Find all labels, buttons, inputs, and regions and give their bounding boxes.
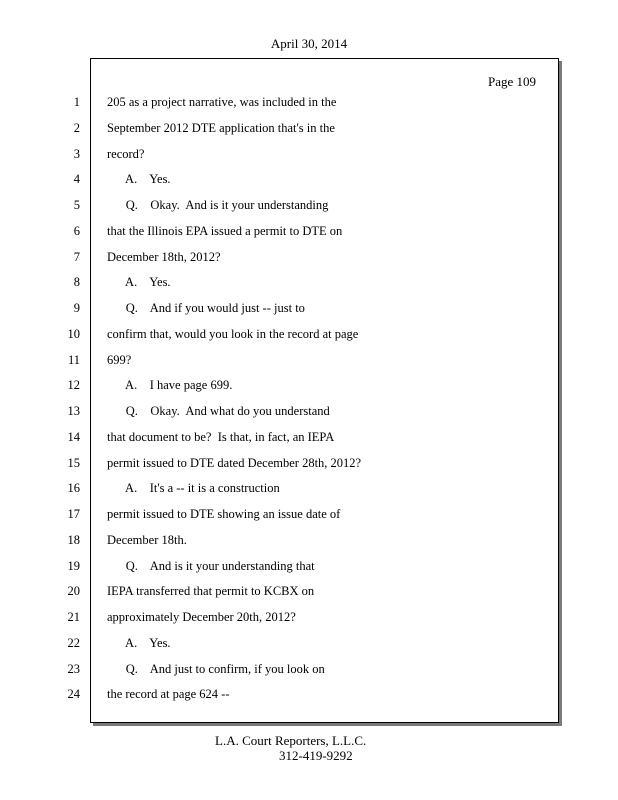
line-number: 24: [67, 687, 80, 701]
line-number: 23: [67, 662, 80, 676]
transcript-line: permit issued to DTE dated December 28th, 2012?: [107, 456, 362, 470]
transcript-line: approximately December 20th, 2012?: [107, 610, 296, 624]
line-number: 12: [67, 378, 80, 392]
line-number: 15: [67, 456, 80, 470]
line-number: 1: [73, 95, 80, 109]
line-number: 11: [67, 353, 80, 367]
line-number: 20: [67, 584, 80, 598]
transcript-line: that document to be? Is that, in fact, an IEPA: [107, 430, 335, 444]
footer-phone: 312-419-9292: [279, 748, 353, 763]
line-number: 13: [67, 404, 80, 418]
transcript-line: permit issued to DTE showing an issue date of: [107, 507, 341, 521]
line-number: 17: [67, 507, 80, 521]
line-number: 10: [67, 327, 80, 341]
page-number: Page 109: [487, 74, 536, 89]
transcript-line: A. Yes.: [107, 275, 171, 289]
line-number: 4: [73, 172, 80, 186]
transcript-date: April 30, 2014: [270, 36, 348, 51]
transcript-line: IEPA transferred that permit to KCBX on: [107, 584, 315, 598]
line-number: 21: [67, 610, 80, 624]
transcript-line: Q. And just to confirm, if you look on: [107, 662, 325, 676]
line-number: 5: [73, 198, 80, 212]
line-number: 19: [67, 559, 80, 573]
transcript-line: Q. And if you would just -- just to: [107, 301, 305, 315]
line-number: 22: [67, 636, 80, 650]
transcript-line: 205 as a project narrative, was included in the: [107, 95, 337, 109]
transcript-line: December 18th, 2012?: [107, 250, 221, 264]
transcript-line: that the Illinois EPA issued a permit to DTE on: [107, 224, 343, 238]
transcript-line: record?: [107, 147, 145, 161]
transcript-line: the record at page 624 --: [107, 687, 230, 701]
transcript-line: Q. Okay. And what do you understand: [107, 404, 330, 418]
line-number: 18: [67, 533, 80, 547]
transcript-line: Q. Okay. And is it your understanding: [107, 198, 329, 212]
line-number: 3: [73, 147, 80, 161]
line-number: 7: [73, 250, 80, 264]
line-number: 6: [73, 224, 80, 238]
transcript-line: confirm that, would you look in the record at page: [107, 327, 359, 341]
transcript-line: A. Yes.: [107, 636, 171, 650]
line-number: 16: [67, 481, 80, 495]
transcript-line: December 18th.: [107, 533, 187, 547]
transcript-line: A. It's a -- it is a construction: [107, 481, 280, 495]
transcript-line: September 2012 DTE application that's in the: [107, 121, 335, 135]
footer-company: L.A. Court Reporters, L.L.C.: [215, 733, 367, 748]
line-number: 2: [73, 121, 80, 135]
transcript-line: Q. And is it your understanding that: [107, 559, 315, 573]
transcript-line: A. Yes.: [107, 172, 171, 186]
line-number: 8: [73, 275, 80, 289]
transcript-line: 699?: [107, 353, 132, 367]
line-number: 9: [73, 301, 80, 315]
line-number: 14: [67, 430, 80, 444]
transcript-line: A. I have page 699.: [107, 378, 233, 392]
